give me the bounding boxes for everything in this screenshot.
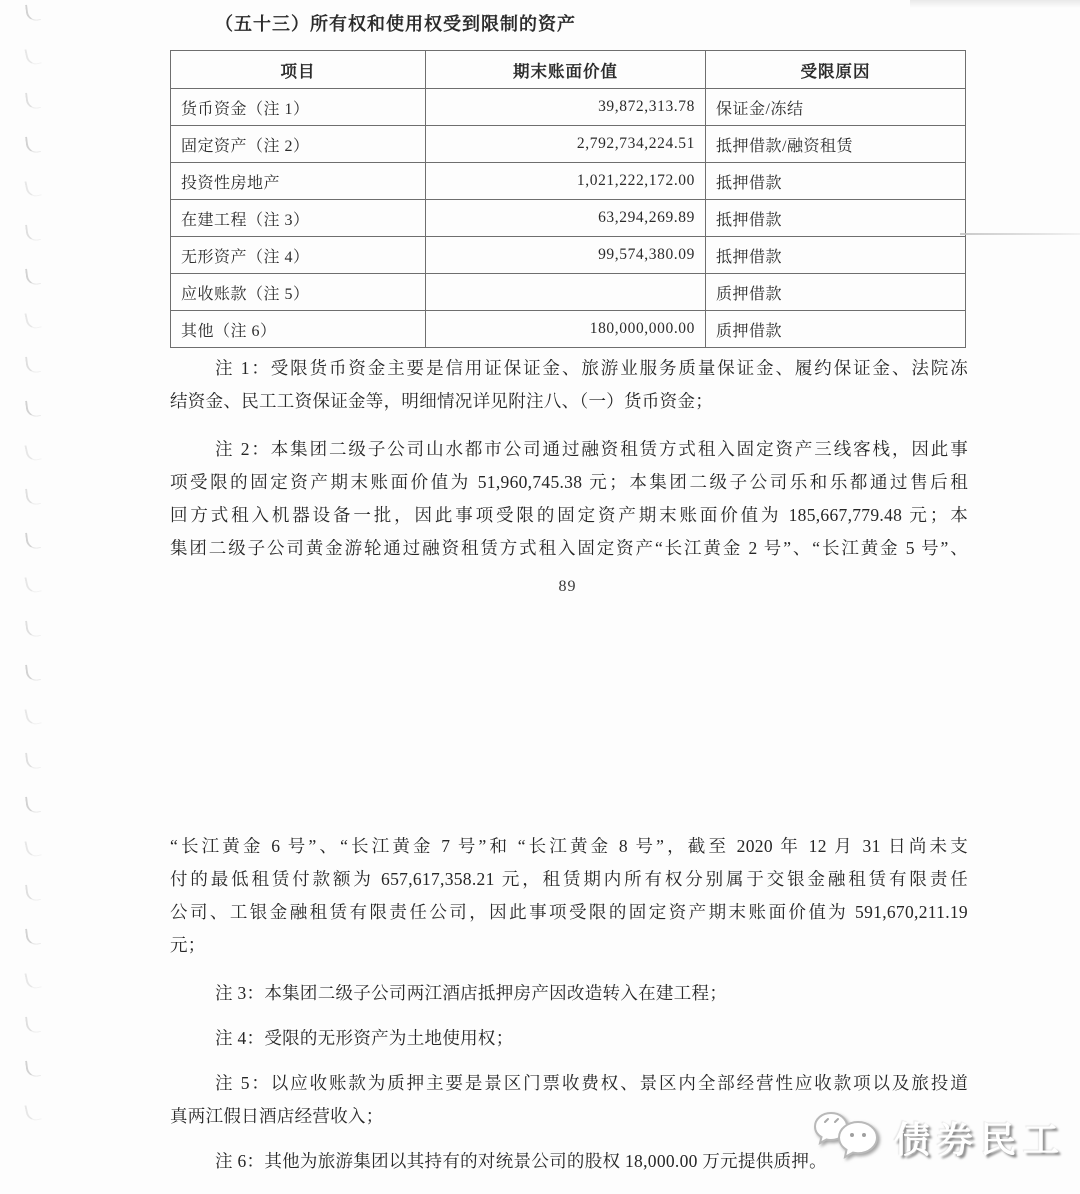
restricted-assets-table: [170, 50, 966, 348]
cell-reason: 抵押借款: [706, 237, 966, 274]
note-line: 注 3：本集团二级子公司两江酒店抵押房产因改造转入在建工程；: [215, 983, 728, 1003]
cell-reason: 抵押借款: [706, 200, 966, 237]
note-line: 真两江假日酒店经营收入；: [170, 1106, 384, 1126]
cell-amount: 1,021,222,172.00: [426, 163, 706, 200]
column-header-amount: 期末账面价值: [426, 51, 706, 89]
note-line: “长江黄金 6 号”、“长江黄金 7 号”和 “长江黄金 8 号”，截至 2020 年 12 月 31 日尚未支: [170, 836, 968, 856]
note-line: 注 5：以应收账款为质押主要是景区门票收费权、景区内全部经营性应收款项以及旅投道: [215, 1073, 968, 1093]
note-3: [170, 977, 968, 1010]
cell-item: 无形资产（注 4）: [171, 237, 426, 274]
cell-amount: 63,294,269.89: [426, 200, 706, 237]
page-number: 89: [558, 578, 577, 595]
chat-bubbles-logo-icon: [810, 1108, 884, 1166]
table-row: [171, 126, 966, 163]
note-2-continuation: [170, 830, 968, 962]
section-title: （五十三）所有权和使用权受到限制的资产: [215, 14, 576, 34]
table-row: [171, 200, 966, 237]
cell-amount: 180,000,000.00: [426, 311, 706, 348]
note-4: [170, 1022, 968, 1055]
table-header-row: [171, 51, 966, 89]
cell-reason: 保证金/冻结: [706, 89, 966, 126]
cell-reason: 抵押借款: [706, 163, 966, 200]
note-line: 集团二级子公司黄金游轮通过融资租赁方式租入固定资产“长江黄金 2 号”、“长江黄金 5 号”、: [170, 538, 968, 558]
scan-streak-artifact: [960, 233, 1080, 235]
note-line: 注 1：受限货币资金主要是信用证保证金、旅游业服务质量保证金、履约保证金、法院冻: [215, 358, 968, 378]
note-line: 注 4：受限的无形资产为土地使用权；: [215, 1028, 514, 1048]
cell-item: 应收账款（注 5）: [171, 274, 426, 311]
note-line: 回方式租入机器设备一批，因此事项受限的固定资产期末账面价值为 185,667,779.48 元；本: [170, 505, 968, 525]
cell-item: 其他（注 6）: [171, 311, 426, 348]
cell-reason: 质押借款: [706, 311, 966, 348]
note-line: 注 2：本集团二级子公司山水都市公司通过融资租赁方式租入固定资产三线客栈，因此事: [215, 439, 968, 459]
note-line: 付的最低租赁付款额为 657,617,358.21 元，租赁期内所有权分别属于交银金融租赁有限责任: [170, 869, 968, 889]
cell-reason: 质押借款: [706, 274, 966, 311]
table-row: [171, 237, 966, 274]
cell-reason: 抵押借款/融资租赁: [706, 126, 966, 163]
cell-amount: 39,872,313.78: [426, 89, 706, 126]
table-row: [171, 163, 966, 200]
note-2: [170, 433, 968, 565]
note-line: 结资金、民工工资保证金等，明细情况详见附注八、（一）货币资金；: [170, 391, 714, 411]
cell-amount: 99,574,380.09: [426, 237, 706, 274]
table-row: [171, 311, 966, 348]
cell-amount: 2,792,734,224.51: [426, 126, 706, 163]
cell-amount: [426, 274, 706, 311]
cell-item: 在建工程（注 3）: [171, 200, 426, 237]
watermark: [810, 1108, 1066, 1166]
table-row: [171, 274, 966, 311]
watermark-text: 债券民工: [893, 1118, 1066, 1160]
binding-marks: [22, 4, 52, 1194]
note-line: 注 6：其他为旅游集团以其持有的对统景公司的股权 18,000.00 万元提供质押。: [215, 1151, 827, 1171]
note-1: [170, 352, 968, 418]
column-header-item: 项目: [171, 51, 426, 89]
cell-item: 固定资产（注 2）: [171, 126, 426, 163]
note-line: 项受限的固定资产期末账面价值为 51,960,745.38 元；本集团二级子公司乐和乐都通过售后租: [170, 472, 968, 492]
note-line: 公司、工银金融租赁有限责任公司，因此事项受限的固定资产期末账面价值为 591,670,211.19: [170, 902, 968, 922]
column-header-reason: 受限原因: [706, 51, 966, 89]
cell-item: 货币资金（注 1）: [171, 89, 426, 126]
cell-item: 投资性房地产: [171, 163, 426, 200]
scan-smudge-artifact: [910, 0, 1080, 8]
note-line: 元；: [170, 935, 206, 955]
table-row: [171, 89, 966, 126]
